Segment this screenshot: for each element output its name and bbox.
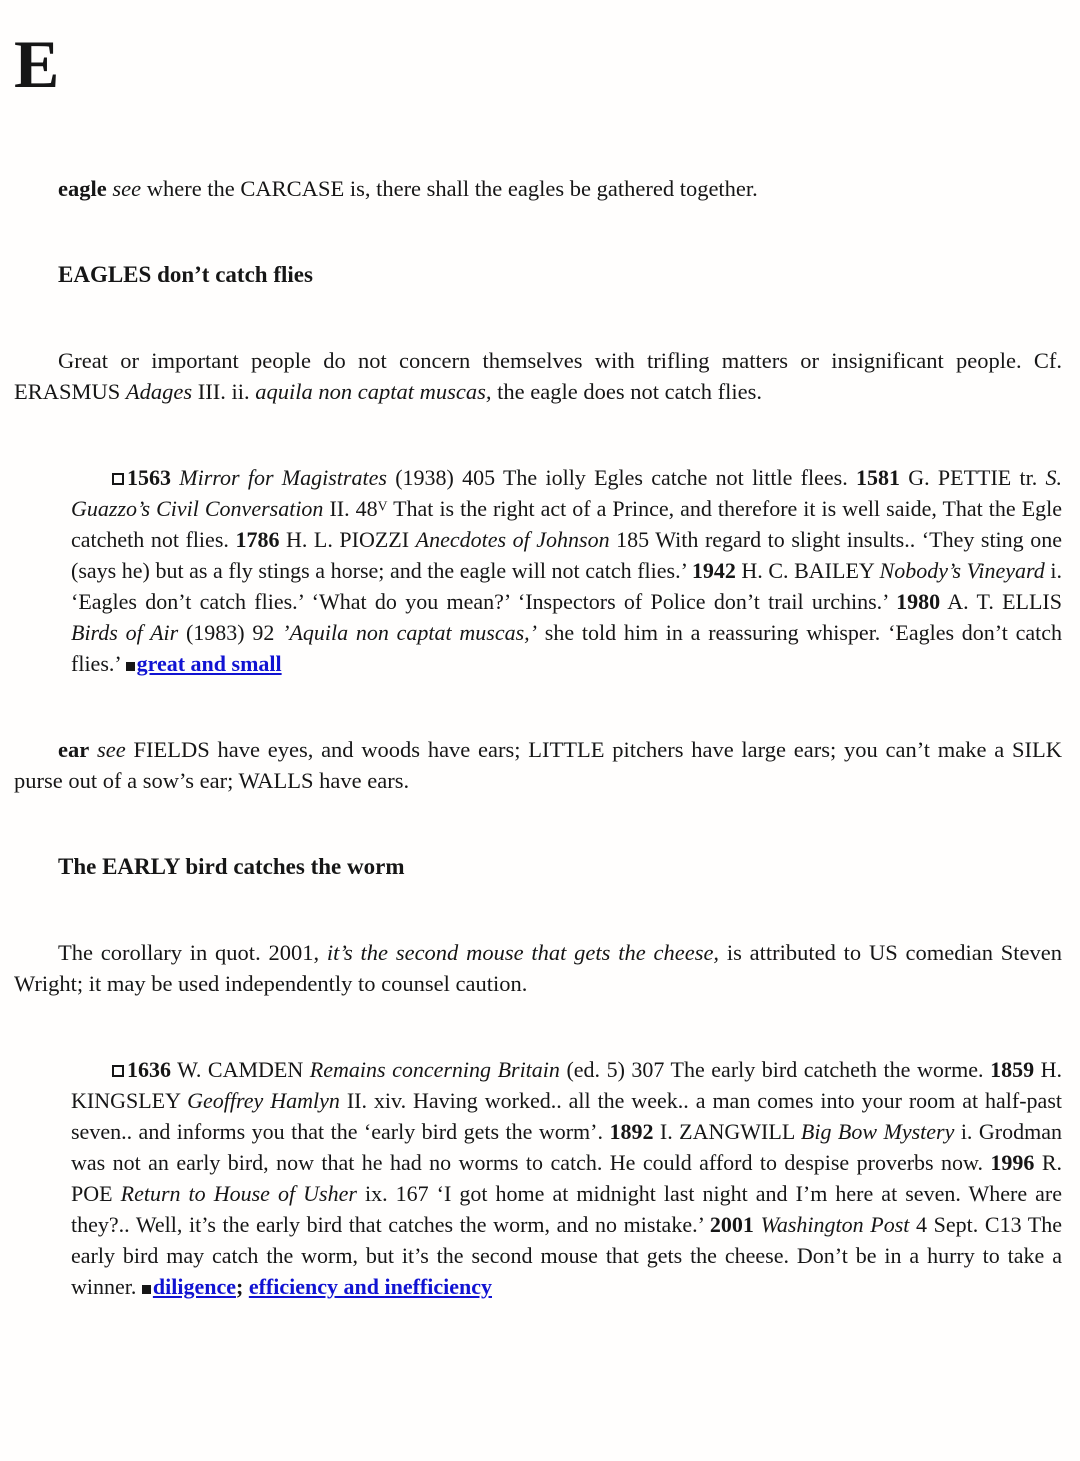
- text-run: II. xiv. Having worked.. all the week.. a man comes into your room at half-past seven.. and informs you that the ‘early bird gets the worm’.: [71, 1088, 1062, 1144]
- cross-reference-link[interactable]: efficiency and inefficiency: [248, 1274, 492, 1299]
- text-run: H. L. PIOZZI: [279, 527, 416, 552]
- text-run: 185 With regard to slight insults.. ‘They sting one (says he) but as a fly stings a horse; and the eagle will not catch flies.’: [71, 527, 1062, 583]
- text-run: II. 48: [323, 496, 378, 521]
- text-run: i. ‘Eagles don’t catch flies.’ ‘What do you mean?’ ‘Inspectors of Police don’t trail urchins.’: [71, 558, 1062, 614]
- text-run: is attributed to US comedian Steven Wright; it may be used independently to counsel caution.: [14, 940, 1062, 996]
- text-run: Geoffrey Hamlyn: [187, 1088, 340, 1113]
- entry-cross-reference-ear: [14, 734, 1062, 796]
- text-run: ear: [58, 737, 90, 762]
- text-run: Great or important people do not concern themselves with trifling matters or insignificant people. Cf. ERASMUS: [14, 348, 1062, 404]
- text-run: I. ZANGWILL: [653, 1119, 801, 1144]
- quotation-block-early-bird: [71, 1054, 1062, 1302]
- text-run: 4 Sept. C13 The early bird may catch the worm, but it’s the second mouse that gets the cheese. Don’t be in a hurry to take a winner.: [71, 1212, 1063, 1299]
- text-run: E: [14, 26, 60, 102]
- text-run: H. KINGSLEY: [71, 1057, 1063, 1113]
- text-run: 2001: [709, 1212, 754, 1237]
- entry-cross-reference-eagle: [14, 173, 1062, 204]
- quotation-block-eagles: [71, 462, 1062, 679]
- section-letter: [14, 26, 1062, 102]
- text-run: 1980: [896, 589, 941, 614]
- quotation-marker-icon: [112, 1065, 124, 1077]
- text-run: 1859: [990, 1057, 1035, 1082]
- text-run: aquila non captat muscas,: [255, 379, 492, 404]
- text-run: Mirror for Magistrates: [179, 465, 387, 490]
- text-run: Anecdotes of Johnson: [415, 527, 610, 552]
- text-run: 1892: [609, 1119, 654, 1144]
- text-run: she told him in a reassuring whisper. ‘Eagles don’t catch flies.’: [71, 620, 1062, 676]
- text-run: H. C. BAILEY: [735, 558, 880, 583]
- text-run: 1996: [990, 1150, 1035, 1175]
- text-run: ’Aquila non captat muscas,’: [282, 620, 537, 645]
- text-run: III. ii.: [192, 379, 256, 404]
- text-run: The EARLY bird catches the worm: [58, 854, 405, 879]
- text-run: Big Bow Mystery: [800, 1119, 955, 1144]
- text-run: ix. 167 ‘I got home at midnight last night and I’m here at seven. Where are they?.. Well, it’s the early bird that catches the worm, and no mistake.’: [71, 1181, 1063, 1237]
- cross-reference-link[interactable]: diligence: [152, 1274, 236, 1299]
- text-run: it’s the second mouse that gets the cheese,: [326, 940, 720, 965]
- definition-paragraph-early-bird: [14, 937, 1062, 999]
- text-run: Nobody’s Vineyard: [879, 558, 1045, 583]
- text-run: A. T. ELLIS: [940, 589, 1062, 614]
- definition-paragraph-eagles: [14, 345, 1062, 407]
- text-run: 1636: [127, 1057, 171, 1082]
- text-run: 1942: [691, 558, 736, 583]
- text-run: 1581: [855, 465, 900, 490]
- text-run: see: [112, 176, 142, 201]
- text-run: Adages: [125, 379, 193, 404]
- text-run: The corollary in quot. 2001,: [58, 940, 327, 965]
- quotation-marker-icon: [112, 473, 124, 485]
- text-run: Remains concerning Britain: [309, 1057, 560, 1082]
- text-run: G. PETTIE tr.: [899, 465, 1046, 490]
- text-run: 1786: [235, 527, 280, 552]
- cross-reference-marker-icon: [126, 662, 135, 671]
- proverb-heading-early-bird: [58, 851, 1062, 882]
- text-run: [89, 737, 97, 762]
- text-run: (1983) 92: [178, 620, 283, 645]
- text-run: W. CAMDEN: [171, 1057, 310, 1082]
- text-run: V: [377, 498, 388, 514]
- text-run: i. Grodman was not an early bird, now that he had no worms to catch. He could afford to despise proverbs now.: [71, 1119, 1062, 1175]
- text-run: EAGLES don’t catch flies: [58, 262, 313, 287]
- text-run: (1938) 405 The iolly Egles catche not little flees.: [386, 465, 856, 490]
- text-run: (ed. 5) 307 The early bird catcheth the worme.: [559, 1057, 991, 1082]
- text-run: Washington Post: [760, 1212, 910, 1237]
- text-run: Birds of Air: [71, 620, 179, 645]
- text-run: eagle: [58, 176, 107, 201]
- text-run: where the CARCASE is, there shall the eagles be gathered together.: [141, 176, 758, 201]
- text-run: R. POE: [71, 1150, 1062, 1206]
- text-run: Return to House of Usher: [120, 1181, 357, 1206]
- cross-reference-marker-icon: [142, 1285, 151, 1294]
- text-run: see: [97, 737, 126, 762]
- text-run: That is the right act of a Prince, and therefore it is well saide, That the Egle catcheth not flies.: [71, 496, 1063, 552]
- text-run: 1563: [127, 465, 171, 490]
- cross-reference-link[interactable]: great and small: [136, 651, 282, 676]
- text-run: ;: [236, 1274, 249, 1299]
- text-run: [754, 1212, 761, 1237]
- text-run: the eagle does not catch flies.: [491, 379, 763, 404]
- proverb-heading-eagles: [58, 259, 1062, 290]
- text-run: S. Guazzo’s Civil Conversation: [71, 465, 1063, 521]
- text-run: FIELDS have eyes, and woods have ears; LITTLE pitchers have large ears; you can’t make a SILK purse out of a sow’s ear; WALLS have ears.: [14, 737, 1062, 793]
